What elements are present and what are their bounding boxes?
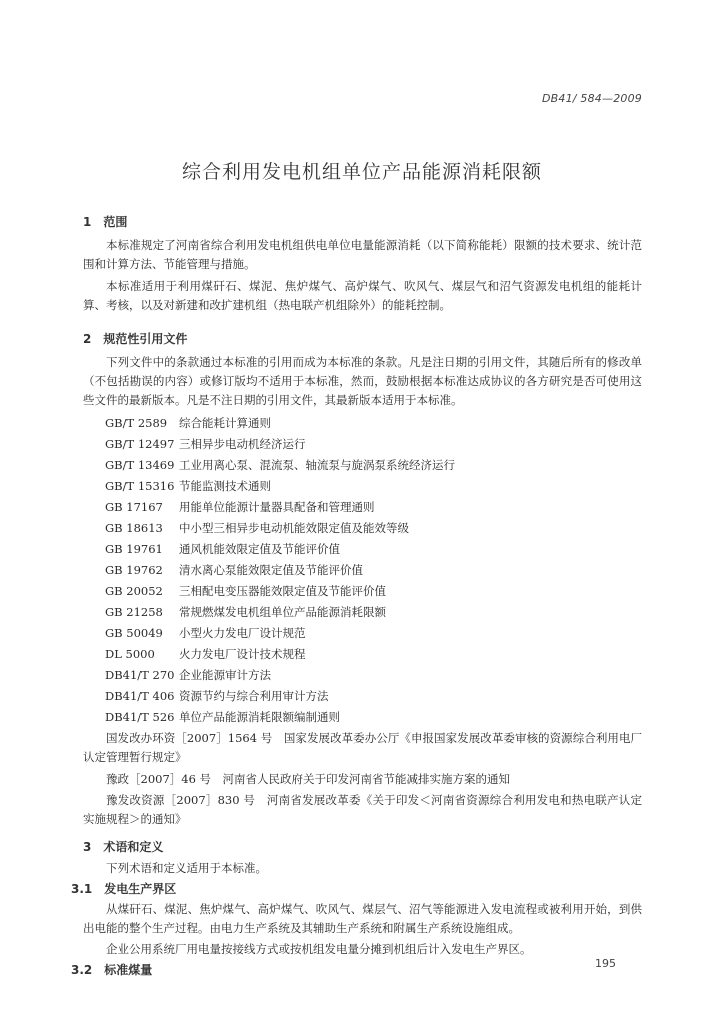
reference-item: DB41/T 270 企业能源审计方法 — [105, 668, 271, 682]
section-1-paragraph-2: 本标准适用于利用煤矸石、煤泥、焦炉煤气、高炉煤气、吹风气、煤层气和沼气资源发电机组的能耗计算、考核，以及对新建和改扩建机组（热电联产机组除外）的能耗控制。 — [83, 279, 642, 312]
section-3-1-heading: 3.1 发电生产界区 — [71, 882, 177, 896]
document-title: 综合利用发电机组单位产品能源消耗限额 — [181, 161, 542, 183]
reference-item: GB 18613 中小型三相异步电动机能效限定值及能效等级 — [105, 521, 409, 535]
section-2-heading: 2 规范性引用文件 — [83, 332, 188, 346]
reference-item: GB/T 2589 综合能耗计算通则 — [105, 416, 271, 430]
section-1-paragraph-1: 本标准规定了河南省综合利用发电机组供电单位电量能源消耗（以下简称能耗）限额的技术要求、统计范围和计算方法、节能管理与措施。 — [83, 238, 642, 271]
reference-item: GB/T 15316 节能监测技术通则 — [105, 479, 271, 493]
reference-item: DB41/T 526 单位产品能源消耗限额编制通则 — [105, 710, 340, 724]
section-1-heading: 1 范围 — [83, 215, 128, 229]
reference-item: GB 17167 用能单位能源计量器具配备和管理通则 — [105, 500, 375, 514]
section-3-1-paragraph-1: 从煤矸石、煤泥、焦炉煤气、高炉煤气、吹风气、煤层气、沼气等能源进入发电流程或被利用开始，到供出电能的整个生产过程。由电力生产系统及其辅助生产系统和附属生产系统设施组成。 — [83, 902, 642, 935]
section-3-2-heading: 3.2 标准煤量 — [71, 963, 153, 977]
reference-item: GB 20052 三相配电变压器能效限定值及节能评价值 — [105, 584, 386, 598]
reference-document-1: 国发改办环资［2007］1564 号 国家发展改革委办公厅《申报国家发展改革委审核的资源综合利用电厂认定管理暂行规定》 — [83, 731, 642, 764]
reference-item: GB 50049 小型火力发电厂设计规范 — [105, 626, 306, 640]
reference-item: DL 5000 火力发电厂设计技术规程 — [105, 647, 306, 661]
page-number: 195 — [595, 957, 616, 970]
reference-item: GB/T 13469 工业用离心泵、混流泵、轴流泵与旋涡泵系统经济运行 — [105, 458, 455, 472]
section-2-intro: 下列文件中的条款通过本标准的引用而成为本标准的条款。凡是注日期的引用文件，其随后所有的修改单（不包括勘误的内容）或修订版均不适用于本标准，然而，鼓励根据本标准达成协议的各方研究是否可使用这些文件的最新版本。凡是不注日期的引用文件，其最新版本适用于本标准。 — [83, 355, 642, 407]
reference-item: GB 21258 常规燃煤发电机组单位产品能源消耗限额 — [105, 605, 386, 619]
section-3-heading: 3 术语和定义 — [83, 840, 164, 854]
standard-code: DB41/ 584—2009 — [541, 92, 642, 105]
reference-item: GB 19762 清水离心泵能效限定值及节能评价值 — [105, 563, 363, 577]
reference-item: DB41/T 406 资源节约与综合利用审计方法 — [105, 689, 329, 703]
reference-item: GB 19761 通风机能效限定值及节能评价值 — [105, 542, 340, 556]
reference-document-2: 豫政［2007］46 号 河南省人民政府关于印发河南省节能减排实施方案的通知 — [106, 772, 511, 786]
reference-item: GB/T 12497 三相异步电动机经济运行 — [105, 437, 306, 451]
section-3-1-paragraph-2: 企业公用系统厂用电量按接线方式或按机组发电量分摊到机组后计入发电生产界区。 — [106, 942, 532, 956]
reference-document-3: 豫发改资源［2007］830 号 河南省发展改革委《关于印发＜河南省资源综合利用发电和热电联产认定实施规程＞的通知》 — [83, 793, 642, 826]
section-3-intro: 下列术语和定义适用于本标准。 — [106, 861, 267, 875]
